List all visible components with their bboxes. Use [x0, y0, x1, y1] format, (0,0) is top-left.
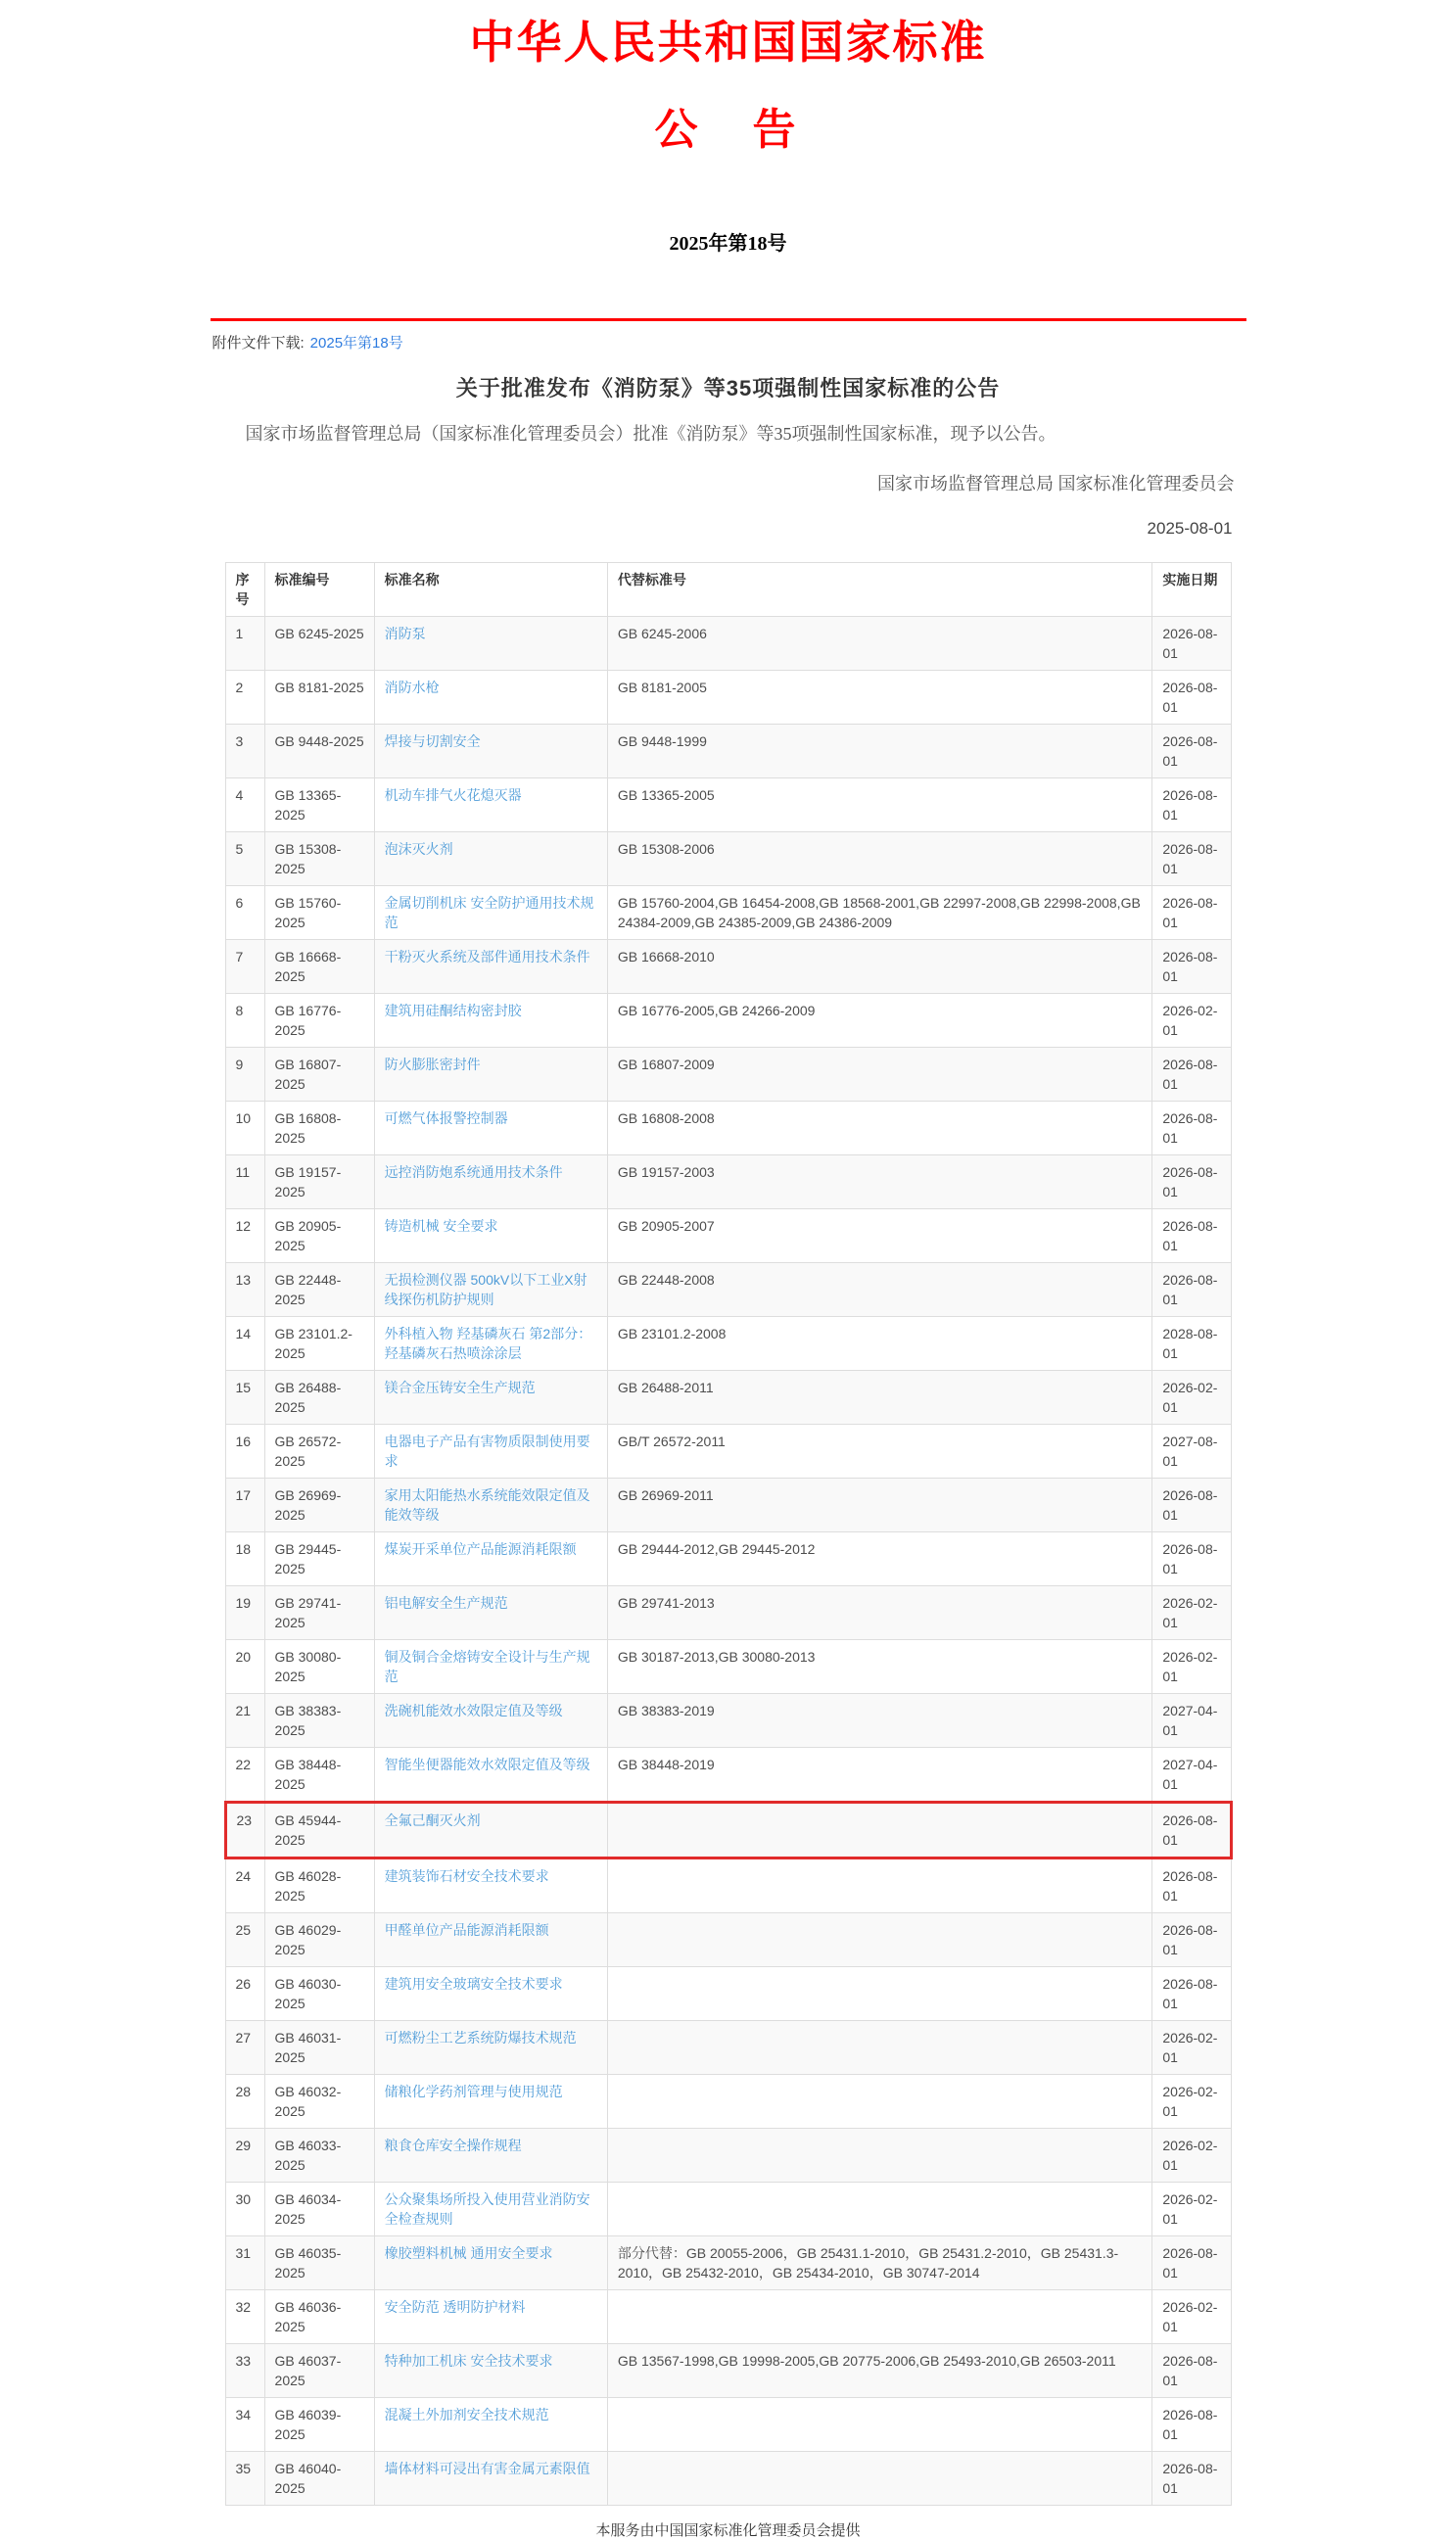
standard-name-link[interactable]: 混凝土外加剂安全技术规范 — [384, 2406, 549, 2422]
table-row — [225, 1316, 1231, 1370]
cell-index: 28 — [225, 2074, 264, 2128]
cell-implementation-date: 2026-08-01 — [1152, 1208, 1231, 1262]
cell-index: 19 — [225, 1585, 264, 1639]
cell-implementation-date: 2027-04-01 — [1152, 1747, 1231, 1802]
cell-standard-name — [374, 1262, 607, 1316]
table-row — [225, 724, 1231, 777]
cell-standard-name — [374, 2451, 607, 2505]
cell-implementation-date: 2028-08-01 — [1152, 1316, 1231, 1370]
page-title: 中华人民共和国国家标准 — [469, 18, 987, 68]
cell-standard-code: GB 46032-2025 — [264, 2074, 374, 2128]
table-row — [225, 1531, 1231, 1585]
cell-standard-name — [374, 1047, 607, 1101]
attachment-row — [211, 321, 1246, 353]
standard-name-link[interactable]: 智能坐便器能效水效限定值及等级 — [384, 1756, 590, 1772]
cell-implementation-date: 2027-08-01 — [1152, 1424, 1231, 1478]
cell-implementation-date: 2026-08-01 — [1152, 616, 1231, 670]
cell-implementation-date: 2026-08-01 — [1152, 1047, 1231, 1101]
cell-replaced-standards — [607, 1966, 1152, 2020]
cell-standard-code: GB 9448-2025 — [264, 724, 374, 777]
table-row — [225, 2289, 1231, 2343]
table-row — [225, 1912, 1231, 1966]
attachment-label: 附件文件下载: — [211, 334, 305, 352]
cell-standard-code: GB 19157-2025 — [264, 1154, 374, 1208]
standard-name-link[interactable]: 建筑装饰石材安全技术要求 — [384, 1867, 549, 1884]
cell-standard-name — [374, 2182, 607, 2235]
cell-replaced-standards — [607, 2451, 1152, 2505]
table-row — [225, 1858, 1231, 1912]
cell-standard-code: GB 46036-2025 — [264, 2289, 374, 2343]
cell-implementation-date: 2026-08-01 — [1152, 1802, 1231, 1858]
cell-implementation-date: 2026-08-01 — [1152, 1262, 1231, 1316]
cell-standard-name — [374, 2343, 607, 2397]
standards-table — [224, 562, 1233, 2506]
cell-standard-name — [374, 1531, 607, 1585]
cell-replaced-standards — [607, 1858, 1152, 1912]
table-row — [225, 1966, 1231, 2020]
cell-standard-name — [374, 1802, 607, 1858]
cell-standard-name — [374, 1747, 607, 1802]
cell-standard-code: GB 45944-2025 — [264, 1802, 374, 1858]
cell-implementation-date: 2026-08-01 — [1152, 939, 1231, 993]
standard-name-link[interactable]: 镁合金压铸安全生产规范 — [384, 1379, 536, 1395]
cell-index: 13 — [225, 1262, 264, 1316]
table-row — [225, 1047, 1231, 1101]
cell-standard-code: GB 46031-2025 — [264, 2020, 374, 2074]
standard-name-link[interactable]: 可燃粉尘工艺系统防爆技术规范 — [384, 2029, 577, 2046]
cell-index: 3 — [225, 724, 264, 777]
cell-index: 14 — [225, 1316, 264, 1370]
standard-name-link[interactable]: 干粉灭火系统及部件通用技术条件 — [384, 948, 590, 964]
table-row — [225, 831, 1231, 885]
standard-name-link[interactable]: 墙体材料可浸出有害金属元素限值 — [384, 2460, 590, 2476]
cell-replaced-standards: GB 16668-2010 — [607, 939, 1152, 993]
cell-standard-name — [374, 1101, 607, 1154]
cell-index: 7 — [225, 939, 264, 993]
cell-index: 4 — [225, 777, 264, 831]
cell-replaced-standards: GB 13365-2005 — [607, 777, 1152, 831]
cell-standard-name — [374, 1424, 607, 1478]
table-row — [225, 2020, 1231, 2074]
cell-replaced-standards: GB 8181-2005 — [607, 670, 1152, 724]
cell-replaced-standards — [607, 2289, 1152, 2343]
announcement-body: 国家市场监督管理总局（国家标准化管理委员会）批准《消防泵》等35项强制性国家标准，现予以公告。 — [245, 423, 1057, 444]
cell-replaced-standards — [607, 2074, 1152, 2128]
cell-replaced-standards: GB 38383-2019 — [607, 1693, 1152, 1747]
cell-implementation-date: 2026-02-01 — [1152, 1639, 1231, 1693]
cell-implementation-date: 2026-08-01 — [1152, 1858, 1231, 1912]
cell-standard-code: GB 29741-2025 — [264, 1585, 374, 1639]
cell-index: 12 — [225, 1208, 264, 1262]
cell-standard-code: GB 46034-2025 — [264, 2182, 374, 2235]
cell-standard-code: GB 16808-2025 — [264, 1101, 374, 1154]
cell-standard-code: GB 16668-2025 — [264, 939, 374, 993]
cell-index: 15 — [225, 1370, 264, 1424]
cell-replaced-standards — [607, 1912, 1152, 1966]
cell-replaced-standards: GB 26969-2011 — [607, 1478, 1152, 1531]
cell-index: 22 — [225, 1747, 264, 1802]
cell-index: 32 — [225, 2289, 264, 2343]
cell-standard-name — [374, 1370, 607, 1424]
table-row — [225, 2182, 1231, 2235]
standard-name-link[interactable]: 储粮化学药剂管理与使用规范 — [384, 2083, 563, 2099]
issue-number: 2025年第18号 — [669, 232, 787, 255]
table-row-highlighted — [225, 1802, 1231, 1858]
cell-standard-name — [374, 939, 607, 993]
cell-index: 20 — [225, 1639, 264, 1693]
cell-index: 31 — [225, 2235, 264, 2289]
cell-implementation-date: 2026-08-01 — [1152, 1478, 1231, 1531]
cell-replaced-standards: GB 30187-2013,GB 30080-2013 — [607, 1639, 1152, 1693]
table-row — [225, 2128, 1231, 2182]
table-row — [225, 1370, 1231, 1424]
cell-replaced-standards: GB 20905-2007 — [607, 1208, 1152, 1262]
cell-index: 29 — [225, 2128, 264, 2182]
cell-index: 6 — [225, 885, 264, 939]
cell-standard-code: GB 16807-2025 — [264, 1047, 374, 1101]
cell-implementation-date: 2026-08-01 — [1152, 2397, 1231, 2451]
cell-implementation-date: 2026-08-01 — [1152, 670, 1231, 724]
cell-standard-code: GB 16776-2025 — [264, 993, 374, 1047]
cell-standard-code: GB 38383-2025 — [264, 1693, 374, 1747]
cell-replaced-standards: GB 13567-1998,GB 19998-2005,GB 20775-2006,GB 25493-2010,GB 26503-2011 — [607, 2343, 1152, 2397]
standard-name-link[interactable]: 建筑用硅酮结构密封胶 — [384, 1002, 522, 1018]
cell-implementation-date: 2026-08-01 — [1152, 777, 1231, 831]
cell-standard-code: GB 46028-2025 — [264, 1858, 374, 1912]
table-row — [225, 885, 1231, 939]
cell-index: 10 — [225, 1101, 264, 1154]
cell-standard-code: GB 8181-2025 — [264, 670, 374, 724]
standard-name-link[interactable]: 甲醛单位产品能源消耗限额 — [384, 1921, 549, 1938]
cell-standard-name — [374, 1912, 607, 1966]
cell-implementation-date: 2026-08-01 — [1152, 1531, 1231, 1585]
cell-index: 35 — [225, 2451, 264, 2505]
cell-standard-code: GB 46035-2025 — [264, 2235, 374, 2289]
cell-implementation-date: 2026-02-01 — [1152, 2182, 1231, 2235]
standard-name-link[interactable]: 家用太阳能热水系统能效限定值及能效等级 — [384, 1486, 590, 1523]
cell-replaced-standards: GB 16807-2009 — [607, 1047, 1152, 1101]
cell-index: 18 — [225, 1531, 264, 1585]
standard-name-link[interactable]: 机动车排气火花熄灭器 — [384, 786, 522, 803]
cell-replaced-standards — [607, 1802, 1152, 1858]
cell-standard-code: GB 26969-2025 — [264, 1478, 374, 1531]
cell-standard-name — [374, 1639, 607, 1693]
cell-standard-code: GB 38448-2025 — [264, 1747, 374, 1802]
cell-standard-code: GB 29445-2025 — [264, 1531, 374, 1585]
table-row — [225, 1424, 1231, 1478]
cell-implementation-date: 2026-02-01 — [1152, 2020, 1231, 2074]
standard-name-link[interactable]: 可燃气体报警控制器 — [384, 1109, 508, 1126]
cell-replaced-standards: GB 38448-2019 — [607, 1747, 1152, 1802]
cell-replaced-standards: GB 16808-2008 — [607, 1101, 1152, 1154]
cell-standard-name — [374, 616, 607, 670]
cell-replaced-standards: GB 15760-2004,GB 16454-2008,GB 18568-2001,GB 22997-2008,GB 22998-2008,GB 24384-2009,GB 24385-2009,GB 24386-2009 — [607, 885, 1152, 939]
cell-index: 26 — [225, 1966, 264, 2020]
standard-name-link[interactable]: 电器电子产品有害物质限制使用要求 — [384, 1433, 590, 1469]
cell-standard-name — [374, 2128, 607, 2182]
standard-name-link[interactable]: 铸造机械 安全要求 — [384, 1217, 498, 1234]
cell-standard-name — [374, 2020, 607, 2074]
cell-implementation-date: 2026-02-01 — [1152, 993, 1231, 1047]
cell-standard-name — [374, 670, 607, 724]
table-row — [225, 1747, 1231, 1802]
cell-standard-code: GB 26572-2025 — [264, 1424, 374, 1478]
cell-standard-name — [374, 2397, 607, 2451]
cell-implementation-date: 2026-02-01 — [1152, 1585, 1231, 1639]
cell-standard-code: GB 46030-2025 — [264, 1966, 374, 2020]
table-row — [225, 2074, 1231, 2128]
column-header: 标准编号 — [264, 562, 374, 616]
cell-replaced-standards: GB 26488-2011 — [607, 1370, 1152, 1424]
standard-name-link[interactable]: 远控消防炮系统通用技术条件 — [384, 1163, 563, 1180]
cell-standard-code: GB 15308-2025 — [264, 831, 374, 885]
cell-replaced-standards: 部分代替：GB 20055-2006，GB 25431.1-2010，GB 25431.2-2010，GB 25431.3-2010，GB 25432-2010，GB 25434-2010，GB 30747-2014 — [607, 2235, 1152, 2289]
cell-index: 9 — [225, 1047, 264, 1101]
page-container — [211, 16, 1246, 2540]
standard-name-link[interactable]: 消防水枪 — [384, 679, 440, 695]
cell-standard-name — [374, 1208, 607, 1262]
table-row — [225, 1585, 1231, 1639]
cell-standard-name — [374, 724, 607, 777]
cell-index: 17 — [225, 1478, 264, 1531]
standard-name-link[interactable]: 煤炭开采单位产品能源消耗限额 — [384, 1540, 577, 1557]
cell-replaced-standards: GB 19157-2003 — [607, 1154, 1152, 1208]
cell-standard-code: GB 46040-2025 — [264, 2451, 374, 2505]
standard-name-link[interactable]: 金属切削机床 安全防护通用技术规范 — [384, 894, 594, 930]
cell-standard-name — [374, 993, 607, 1047]
cell-index: 8 — [225, 993, 264, 1047]
standard-name-link[interactable]: 建筑用安全玻璃安全技术要求 — [384, 1975, 563, 1992]
table-row — [225, 2451, 1231, 2505]
standard-name-link[interactable]: 特种加工机床 安全技术要求 — [384, 2352, 553, 2369]
table-row — [225, 2343, 1231, 2397]
table-header-row — [225, 562, 1231, 616]
cell-replaced-standards: GB 9448-1999 — [607, 724, 1152, 777]
cell-replaced-standards: GB 23101.2-2008 — [607, 1316, 1152, 1370]
cell-standard-code: GB 46033-2025 — [264, 2128, 374, 2182]
cell-index: 23 — [225, 1802, 264, 1858]
cell-implementation-date: 2027-04-01 — [1152, 1693, 1231, 1747]
standard-name-link[interactable]: 橡胶塑料机械 通用安全要求 — [384, 2244, 553, 2261]
cell-index: 2 — [225, 670, 264, 724]
cell-replaced-standards: GB 22448-2008 — [607, 1262, 1152, 1316]
cell-implementation-date: 2026-08-01 — [1152, 1154, 1231, 1208]
cell-implementation-date: 2026-02-01 — [1152, 2289, 1231, 2343]
cell-replaced-standards — [607, 2182, 1152, 2235]
standard-name-link[interactable]: 公众聚集场所投入使用营业消防安全检查规则 — [384, 2190, 590, 2227]
standard-name-link[interactable]: 消防泵 — [384, 625, 426, 641]
table-row — [225, 616, 1231, 670]
table-row — [225, 1639, 1231, 1693]
cell-standard-code: GB 46037-2025 — [264, 2343, 374, 2397]
column-header: 实施日期 — [1152, 562, 1231, 616]
standard-name-link[interactable]: 焊接与切割安全 — [384, 732, 481, 749]
table-row — [225, 2235, 1231, 2289]
cell-index: 24 — [225, 1858, 264, 1912]
standard-name-link[interactable]: 无损检测仪器 500kV以下工业X射线探伤机防护规则 — [384, 1271, 587, 1307]
cell-index: 25 — [225, 1912, 264, 1966]
standard-name-link[interactable]: 泡沫灭火剂 — [384, 840, 453, 857]
cell-standard-code: GB 30080-2025 — [264, 1639, 374, 1693]
table-row — [225, 1262, 1231, 1316]
cell-index: 34 — [225, 2397, 264, 2451]
cell-standard-name — [374, 1316, 607, 1370]
cell-replaced-standards: GB 15308-2006 — [607, 831, 1152, 885]
standard-name-link[interactable]: 粮食仓库安全操作规程 — [384, 2137, 522, 2153]
standard-name-link[interactable]: 铝电解安全生产规范 — [384, 1594, 508, 1611]
column-header: 标准名称 — [374, 562, 607, 616]
cell-standard-name — [374, 885, 607, 939]
announcement-signature: 国家市场监督管理总局 国家标准化管理委员会 — [877, 473, 1235, 494]
standard-name-link[interactable]: 全氟己酮灭火剂 — [384, 1811, 481, 1828]
cell-standard-code: GB 23101.2-2025 — [264, 1316, 374, 1370]
cell-standard-name — [374, 2235, 607, 2289]
announcement-heading: 关于批准发布《消防泵》等35项强制性国家标准的公告 — [455, 375, 1001, 400]
table-row — [225, 670, 1231, 724]
cell-replaced-standards: GB 29741-2013 — [607, 1585, 1152, 1639]
table-row — [225, 1478, 1231, 1531]
cell-implementation-date: 2026-02-01 — [1152, 2074, 1231, 2128]
cell-replaced-standards: GB 16776-2005,GB 24266-2009 — [607, 993, 1152, 1047]
standard-name-link[interactable]: 洗碗机能效水效限定值及等级 — [384, 1702, 563, 1718]
cell-replaced-standards: GB/T 26572-2011 — [607, 1424, 1152, 1478]
standard-name-link[interactable]: 防火膨胀密封件 — [384, 1056, 481, 1072]
cell-standard-code: GB 20905-2025 — [264, 1208, 374, 1262]
page-subtitle: 公 告 — [654, 106, 802, 155]
cell-standard-name — [374, 1585, 607, 1639]
footer-text: 本服务由中国国家标准化管理委员会提供 — [595, 2521, 861, 2539]
cell-index: 16 — [225, 1424, 264, 1478]
cell-implementation-date: 2026-08-01 — [1152, 2343, 1231, 2397]
table-row — [225, 1101, 1231, 1154]
cell-index: 30 — [225, 2182, 264, 2235]
standard-name-link[interactable]: 外科植入物 羟基磷灰石 第2部分：羟基磷灰石热喷涂涂层 — [384, 1325, 592, 1361]
table-row — [225, 1693, 1231, 1747]
column-header: 代替标准号 — [607, 562, 1152, 616]
cell-implementation-date: 2026-02-01 — [1152, 2128, 1231, 2182]
cell-standard-name — [374, 777, 607, 831]
cell-implementation-date: 2026-08-01 — [1152, 724, 1231, 777]
cell-standard-name — [374, 1966, 607, 2020]
cell-replaced-standards: GB 29444-2012,GB 29445-2012 — [607, 1531, 1152, 1585]
cell-standard-code: GB 46039-2025 — [264, 2397, 374, 2451]
cell-implementation-date: 2026-08-01 — [1152, 2451, 1231, 2505]
cell-standard-name — [374, 2289, 607, 2343]
cell-implementation-date: 2026-08-01 — [1152, 1912, 1231, 1966]
table-row — [225, 1208, 1231, 1262]
table-row — [225, 777, 1231, 831]
cell-implementation-date: 2026-02-01 — [1152, 1370, 1231, 1424]
table-row — [225, 939, 1231, 993]
announcement-date: 2025-08-01 — [1147, 518, 1233, 538]
cell-replaced-standards — [607, 2020, 1152, 2074]
cell-implementation-date: 2026-08-01 — [1152, 1101, 1231, 1154]
table-row — [225, 2397, 1231, 2451]
cell-standard-name — [374, 1478, 607, 1531]
cell-implementation-date: 2026-08-01 — [1152, 831, 1231, 885]
cell-replaced-standards — [607, 2128, 1152, 2182]
cell-index: 5 — [225, 831, 264, 885]
cell-index: 27 — [225, 2020, 264, 2074]
cell-replaced-standards: GB 6245-2006 — [607, 616, 1152, 670]
cell-index: 33 — [225, 2343, 264, 2397]
cell-index: 21 — [225, 1693, 264, 1747]
cell-standard-name — [374, 831, 607, 885]
table-row — [225, 1154, 1231, 1208]
cell-standard-code: GB 46029-2025 — [264, 1912, 374, 1966]
attachment-link[interactable]: 2025年第18号 — [309, 334, 403, 352]
cell-replaced-standards — [607, 2397, 1152, 2451]
cell-standard-code: GB 26488-2025 — [264, 1370, 374, 1424]
cell-standard-name — [374, 1154, 607, 1208]
cell-implementation-date: 2026-08-01 — [1152, 885, 1231, 939]
cell-standard-name — [374, 2074, 607, 2128]
cell-standard-code: GB 15760-2025 — [264, 885, 374, 939]
cell-standard-code: GB 22448-2025 — [264, 1262, 374, 1316]
cell-index: 11 — [225, 1154, 264, 1208]
table-row — [225, 993, 1231, 1047]
cell-implementation-date: 2026-08-01 — [1152, 1966, 1231, 2020]
cell-standard-name — [374, 1693, 607, 1747]
cell-standard-code: GB 13365-2025 — [264, 777, 374, 831]
standard-name-link[interactable]: 安全防范 透明防护材料 — [384, 2298, 526, 2315]
cell-standard-code: GB 6245-2025 — [264, 616, 374, 670]
cell-standard-name — [374, 1858, 607, 1912]
column-header: 序号 — [225, 562, 264, 616]
standard-name-link[interactable]: 铜及铜合金熔铸安全设计与生产规范 — [384, 1648, 590, 1684]
cell-index: 1 — [225, 616, 264, 670]
cell-implementation-date: 2026-08-01 — [1152, 2235, 1231, 2289]
